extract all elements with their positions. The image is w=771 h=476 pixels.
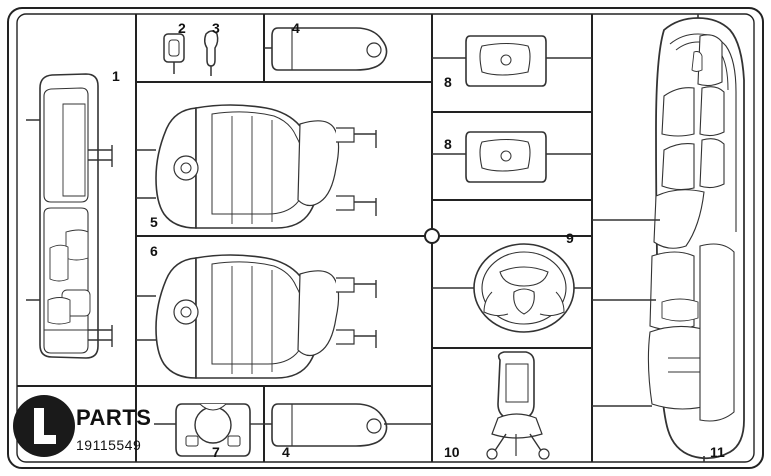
part-label-9: 9	[566, 230, 574, 246]
sprue-gate-node	[425, 229, 439, 243]
part-label-10: 10	[444, 444, 460, 460]
parts-code: 19115549	[76, 437, 142, 453]
part-label-4-upper: 4	[292, 20, 300, 36]
part-label-4-lower: 4	[282, 444, 290, 460]
sprue-outer-frame	[8, 8, 763, 468]
part-label-5: 5	[150, 214, 158, 230]
part-label-6: 6	[150, 243, 158, 259]
part-label-1: 1	[112, 68, 120, 84]
part-label-2: 2	[178, 20, 186, 36]
part-7-base-plate	[154, 404, 264, 456]
part-11-interior-tub	[592, 14, 744, 462]
part-label-8-lower: 8	[444, 136, 452, 152]
part-label-3: 3	[212, 20, 220, 36]
part-2-switch	[164, 34, 184, 74]
part-label-8-upper: 8	[444, 74, 452, 90]
part-3-lever	[205, 31, 218, 76]
part-5-seat	[136, 105, 376, 228]
part-8-headrest-upper	[432, 36, 592, 86]
part-10-seat-frame	[487, 352, 549, 459]
part-label-7: 7	[212, 444, 220, 460]
part-9-steering-wheel	[432, 244, 592, 332]
part-8-headrest-lower	[432, 132, 592, 182]
brand-letter-L	[13, 395, 75, 457]
part-6-seat	[136, 255, 376, 378]
part-4-seat-rail-upper	[264, 28, 387, 70]
part-1-dashboard	[26, 74, 112, 358]
part-label-11: 11	[710, 444, 725, 460]
parts-title: PARTS	[76, 405, 152, 430]
part-4-seat-rail-lower	[264, 404, 432, 446]
